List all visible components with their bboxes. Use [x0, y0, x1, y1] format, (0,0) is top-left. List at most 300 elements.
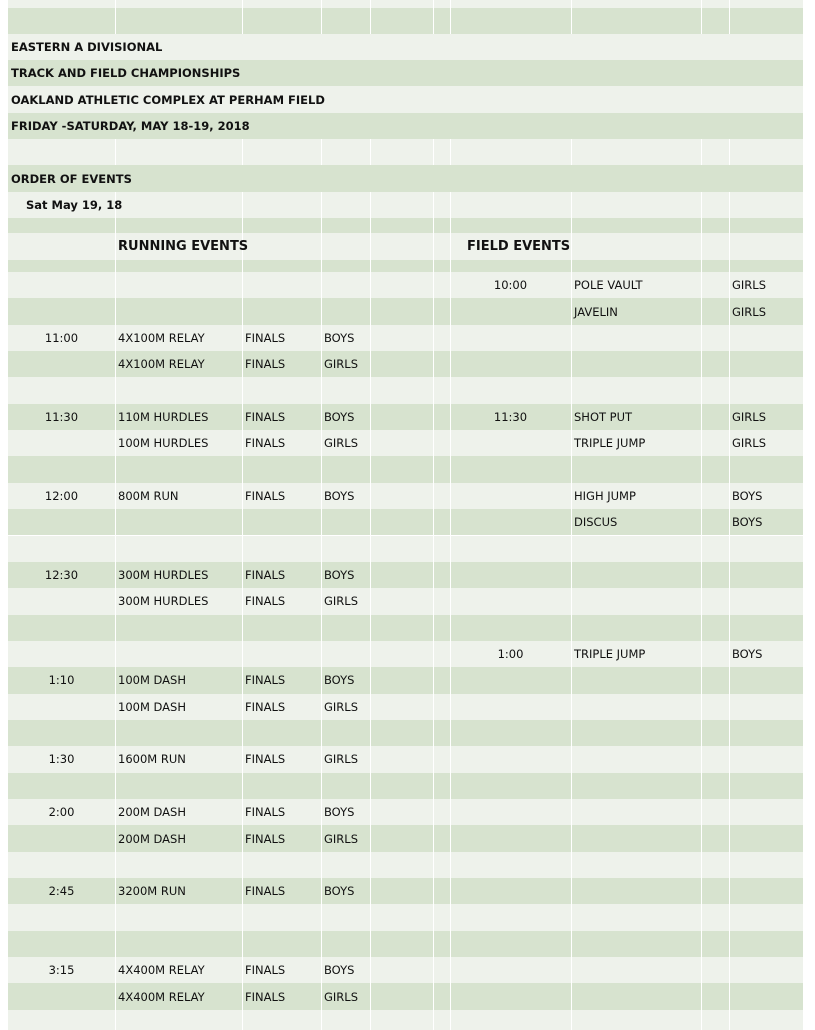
- field-event: HIGH JUMP: [574, 488, 636, 503]
- running-gender: GIRLS: [324, 752, 359, 767]
- running-time: [8, 588, 115, 614]
- running-stage: FINALS: [245, 673, 286, 688]
- field-gender: [729, 904, 782, 930]
- field-time: [450, 325, 571, 351]
- grid-line: [571, 233, 572, 260]
- field-event: POLE VAULT: [574, 278, 643, 293]
- running-stage: [242, 852, 324, 878]
- running-gender: BOYS: [324, 409, 355, 424]
- running-gender: GIRLS: [324, 699, 359, 714]
- grid-line: [433, 483, 434, 509]
- table-row: [8, 351, 803, 377]
- title-row: [8, 60, 803, 86]
- grid-line: [433, 272, 434, 298]
- grid-line: [433, 377, 434, 403]
- running-stage: FINALS: [245, 884, 286, 899]
- field-gender: [729, 456, 782, 482]
- grid-line: [433, 667, 434, 693]
- grid-line: [450, 260, 451, 272]
- field-gender: GIRLS: [732, 278, 767, 293]
- running-stage: FINALS: [245, 805, 286, 820]
- field-event: [571, 746, 704, 772]
- field-time: [450, 983, 571, 1009]
- field-gender: [729, 377, 782, 403]
- grid-line: [450, 233, 451, 260]
- field-time: [450, 456, 571, 482]
- table-row: [8, 430, 803, 456]
- grid-line: [729, 1010, 730, 1030]
- running-event: 800M RUN: [118, 488, 179, 503]
- grid-line: [433, 298, 434, 324]
- table-row: [8, 615, 803, 641]
- field-time: [450, 799, 571, 825]
- table-row: [8, 483, 803, 509]
- grid-line: [701, 139, 702, 165]
- field-gender: [729, 615, 782, 641]
- table-row: [8, 298, 803, 324]
- field-event: [571, 931, 704, 957]
- grid-line: [433, 825, 434, 851]
- running-stage: FINALS: [245, 752, 286, 767]
- field-time: [450, 773, 571, 799]
- field-event: [571, 878, 704, 904]
- running-time: [8, 536, 115, 562]
- running-stage: [242, 931, 324, 957]
- running-event: [115, 536, 245, 562]
- table-row: [8, 825, 803, 851]
- grid-line: [370, 8, 371, 34]
- grid-line: [450, 192, 451, 218]
- running-gender: BOYS: [324, 488, 355, 503]
- grid-line: [571, 0, 572, 8]
- running-event: 110M HURDLES: [118, 409, 209, 424]
- table-row: [8, 667, 803, 693]
- grid-line: [433, 218, 434, 233]
- table-row: [8, 456, 803, 482]
- field-event: [571, 588, 704, 614]
- running-gender: [321, 615, 373, 641]
- grid-line: [115, 0, 116, 8]
- grid-line: [242, 8, 243, 34]
- running-time: 3:15: [48, 963, 75, 978]
- field-gender: GIRLS: [732, 409, 767, 424]
- running-time: [8, 773, 115, 799]
- running-time: [8, 509, 115, 535]
- grid-line: [433, 233, 434, 260]
- running-event: 100M DASH: [118, 699, 186, 714]
- running-time: [8, 694, 115, 720]
- running-stage: FINALS: [245, 330, 286, 345]
- running-gender: GIRLS: [324, 594, 359, 609]
- field-time: [450, 377, 571, 403]
- running-time: 11:00: [44, 330, 79, 345]
- grid-line: [433, 192, 434, 218]
- field-time: [450, 483, 571, 509]
- field-gender: [729, 562, 782, 588]
- grid-line: [433, 852, 434, 878]
- running-gender: [321, 720, 373, 746]
- running-stage: [242, 456, 324, 482]
- grid-line: [701, 1010, 702, 1030]
- table-row: [8, 931, 803, 957]
- running-time: [8, 298, 115, 324]
- field-event: TRIPLE JUMP: [574, 647, 646, 662]
- meet-venue: OAKLAND ATHLETIC COMPLEX AT PERHAM FIELD: [11, 92, 325, 107]
- title-row: [8, 34, 803, 60]
- field-time: [450, 509, 571, 535]
- running-gender: BOYS: [324, 884, 355, 899]
- running-time: [8, 430, 115, 456]
- table-row: [8, 720, 803, 746]
- running-time: 2:45: [48, 884, 75, 899]
- grid-line: [433, 0, 434, 8]
- grid-line: [321, 0, 322, 8]
- grid-line: [433, 773, 434, 799]
- table-row: [8, 852, 803, 878]
- field-events-heading: FIELD EVENTS: [467, 239, 571, 254]
- title-row: [8, 165, 803, 192]
- running-stage: [242, 377, 324, 403]
- grid-line: [571, 192, 572, 218]
- running-event: [115, 456, 245, 482]
- field-event: [571, 983, 704, 1009]
- order-of-events-label: ORDER OF EVENTS: [11, 171, 132, 186]
- field-time: [450, 430, 571, 456]
- grid-line: [115, 260, 116, 272]
- grid-line: [433, 588, 434, 614]
- page-margin: [803, 0, 815, 1024]
- running-time: [8, 351, 115, 377]
- running-time: [8, 377, 115, 403]
- running-event: 200M DASH: [118, 805, 186, 820]
- field-event: JAVELIN: [574, 304, 618, 319]
- running-stage: FINALS: [245, 989, 286, 1004]
- field-time: 1:00: [497, 647, 524, 662]
- field-gender: [729, 694, 782, 720]
- running-event: 4X400M RELAY: [118, 989, 205, 1004]
- grid-line: [242, 260, 243, 272]
- field-event: [571, 799, 704, 825]
- grid-line: [433, 641, 434, 667]
- field-gender: [729, 325, 782, 351]
- section-header-row: [8, 233, 803, 260]
- grid-line: [433, 931, 434, 957]
- running-time: 2:00: [48, 805, 75, 820]
- field-event: [571, 720, 704, 746]
- table-row: [8, 746, 803, 772]
- field-time: [450, 667, 571, 693]
- grid-line: [433, 325, 434, 351]
- field-time: [450, 904, 571, 930]
- grid-line: [321, 139, 322, 165]
- field-event: SHOT PUT: [574, 409, 633, 424]
- field-time: [450, 852, 571, 878]
- grid-line: [729, 139, 730, 165]
- grid-line: [433, 8, 434, 34]
- running-time: [8, 720, 115, 746]
- grid-line: [701, 260, 702, 272]
- running-gender: GIRLS: [324, 989, 359, 1004]
- grid-line: [433, 509, 434, 535]
- grid-line: [729, 0, 730, 8]
- grid-line: [450, 8, 451, 34]
- running-gender: [321, 773, 373, 799]
- grid-row: [8, 0, 803, 8]
- field-time: [450, 720, 571, 746]
- grid-line: [571, 139, 572, 165]
- table-row: [8, 773, 803, 799]
- field-gender: [729, 536, 782, 562]
- field-time: [450, 536, 571, 562]
- field-gender: BOYS: [732, 488, 763, 503]
- grid-line: [115, 1010, 116, 1030]
- field-gender: [729, 720, 782, 746]
- field-event: [571, 615, 704, 641]
- field-gender: [729, 878, 782, 904]
- field-event: [571, 694, 704, 720]
- running-gender: [321, 456, 373, 482]
- field-gender: BOYS: [732, 647, 763, 662]
- table-row: [8, 377, 803, 403]
- running-gender: BOYS: [324, 568, 355, 583]
- running-stage: FINALS: [245, 488, 286, 503]
- field-event: DISCUS: [574, 515, 618, 530]
- date-row: [8, 192, 803, 218]
- grid-line: [701, 218, 702, 233]
- running-time: [8, 825, 115, 851]
- running-gender: BOYS: [324, 805, 355, 820]
- field-time: [450, 825, 571, 851]
- field-gender: [729, 351, 782, 377]
- grid-line: [571, 1010, 572, 1030]
- running-event: [115, 377, 245, 403]
- grid-line: [433, 404, 434, 430]
- running-event: [115, 720, 245, 746]
- grid-row: [8, 1010, 803, 1030]
- running-event: 300M HURDLES: [118, 594, 209, 609]
- grid-line: [433, 878, 434, 904]
- table-row: [8, 536, 803, 562]
- grid-line: [433, 1010, 434, 1030]
- grid-line: [433, 139, 434, 165]
- grid-line: [450, 139, 451, 165]
- field-time: [450, 562, 571, 588]
- running-event: [115, 852, 245, 878]
- grid-line: [433, 720, 434, 746]
- running-gender: [321, 931, 373, 957]
- running-stage: FINALS: [245, 568, 286, 583]
- running-time: 11:30: [44, 409, 79, 424]
- field-gender: [729, 799, 782, 825]
- field-event: [571, 536, 704, 562]
- running-stage: [242, 509, 324, 535]
- field-event: [571, 667, 704, 693]
- grid-line: [729, 192, 730, 218]
- running-time: [8, 615, 115, 641]
- field-time: [450, 588, 571, 614]
- running-event: 200M DASH: [118, 831, 186, 846]
- grid-line: [701, 192, 702, 218]
- grid-line: [433, 957, 434, 983]
- field-event: [571, 825, 704, 851]
- field-time: [450, 931, 571, 957]
- grid-line: [433, 904, 434, 930]
- grid-row: [8, 8, 803, 34]
- running-gender: BOYS: [324, 330, 355, 345]
- running-event: 4X400M RELAY: [118, 963, 205, 978]
- table-row: [8, 694, 803, 720]
- running-gender: [321, 536, 373, 562]
- field-gender: [729, 957, 782, 983]
- table-row: [8, 878, 803, 904]
- grid-line: [450, 218, 451, 233]
- grid-line: [701, 0, 702, 8]
- grid-line: [321, 218, 322, 233]
- running-gender: [321, 852, 373, 878]
- grid-line: [115, 139, 116, 165]
- field-time: [450, 878, 571, 904]
- table-row: [8, 588, 803, 614]
- running-event: [115, 298, 245, 324]
- running-gender: GIRLS: [324, 357, 359, 372]
- field-time: [450, 351, 571, 377]
- grid-line: [433, 746, 434, 772]
- table-row: [8, 983, 803, 1009]
- grid-line: [242, 192, 243, 218]
- table-row: [8, 799, 803, 825]
- table-row: [8, 325, 803, 351]
- running-time: [8, 983, 115, 1009]
- field-gender: [729, 825, 782, 851]
- field-time: [450, 746, 571, 772]
- grid-line: [242, 218, 243, 233]
- grid-line: [571, 218, 572, 233]
- grid-line: [370, 218, 371, 233]
- running-stage: [242, 720, 324, 746]
- field-gender: GIRLS: [732, 304, 767, 319]
- running-time: [8, 852, 115, 878]
- running-event: [115, 272, 245, 298]
- grid-line: [433, 562, 434, 588]
- grid-line: [433, 615, 434, 641]
- field-event: [571, 325, 704, 351]
- field-event: [571, 957, 704, 983]
- running-event: [115, 773, 245, 799]
- running-stage: FINALS: [245, 963, 286, 978]
- field-event: [571, 852, 704, 878]
- grid-line: [242, 139, 243, 165]
- grid-line: [242, 1010, 243, 1030]
- running-event: [115, 931, 245, 957]
- field-event: [571, 773, 704, 799]
- field-event: [571, 351, 704, 377]
- field-time: [450, 615, 571, 641]
- grid-line: [729, 233, 730, 260]
- title-row: [8, 86, 803, 113]
- event-date: Sat May 19, 18: [26, 198, 123, 212]
- running-gender: [321, 377, 373, 403]
- grid-line: [433, 260, 434, 272]
- grid-line: [701, 233, 702, 260]
- running-stage: [242, 641, 324, 667]
- field-gender: BOYS: [732, 515, 763, 530]
- table-row: [8, 272, 803, 298]
- running-stage: [242, 773, 324, 799]
- grid-line: [571, 8, 572, 34]
- grid-line: [450, 0, 451, 8]
- running-time: [8, 456, 115, 482]
- grid-line: [242, 0, 243, 8]
- running-gender: GIRLS: [324, 436, 359, 451]
- grid-line: [370, 260, 371, 272]
- grid-line: [729, 8, 730, 34]
- field-gender: GIRLS: [732, 436, 767, 451]
- field-gender: [729, 667, 782, 693]
- running-gender: GIRLS: [324, 831, 359, 846]
- grid-line: [370, 139, 371, 165]
- running-event: 4X100M RELAY: [118, 357, 205, 372]
- field-time: 10:00: [493, 278, 528, 293]
- grid-line: [321, 1010, 322, 1030]
- grid-line: [115, 8, 116, 34]
- running-event: 100M DASH: [118, 673, 186, 688]
- grid-line: [433, 430, 434, 456]
- field-event: [571, 562, 704, 588]
- running-stage: FINALS: [245, 831, 286, 846]
- meet-division: EASTERN A DIVISIONAL: [11, 40, 163, 54]
- running-stage: FINALS: [245, 409, 286, 424]
- meet-name: TRACK AND FIELD CHAMPIONSHIPS: [11, 66, 241, 80]
- grid-line: [370, 0, 371, 8]
- table-row: [8, 641, 803, 667]
- running-event: 100M HURDLES: [118, 436, 209, 451]
- field-time: 11:30: [493, 409, 528, 424]
- running-time: [8, 931, 115, 957]
- field-event: TRIPLE JUMP: [574, 436, 646, 451]
- grid-line: [433, 536, 434, 562]
- field-gender: [729, 983, 782, 1009]
- meet-dates: FRIDAY -SATURDAY, MAY 18-19, 2018: [11, 119, 250, 133]
- running-stage: FINALS: [245, 699, 286, 714]
- running-stage: [242, 904, 324, 930]
- grid-line: [370, 192, 371, 218]
- field-event: [571, 904, 704, 930]
- field-event: [571, 456, 704, 482]
- running-time: [8, 641, 115, 667]
- running-stage: [242, 298, 324, 324]
- grid-line: [450, 1010, 451, 1030]
- grid-line: [729, 260, 730, 272]
- running-stage: FINALS: [245, 594, 286, 609]
- field-gender: [729, 931, 782, 957]
- field-gender: [729, 773, 782, 799]
- running-gender: [321, 509, 373, 535]
- running-event: [115, 904, 245, 930]
- field-time: [450, 694, 571, 720]
- running-gender: BOYS: [324, 963, 355, 978]
- grid-row: [8, 139, 803, 165]
- running-gender: [321, 298, 373, 324]
- field-gender: [729, 588, 782, 614]
- grid-line: [321, 8, 322, 34]
- grid-line: [321, 260, 322, 272]
- grid-row: [8, 260, 803, 272]
- grid-line: [433, 694, 434, 720]
- table-row: [8, 562, 803, 588]
- running-gender: [321, 904, 373, 930]
- running-time: 1:10: [48, 673, 75, 688]
- field-event: [571, 377, 704, 403]
